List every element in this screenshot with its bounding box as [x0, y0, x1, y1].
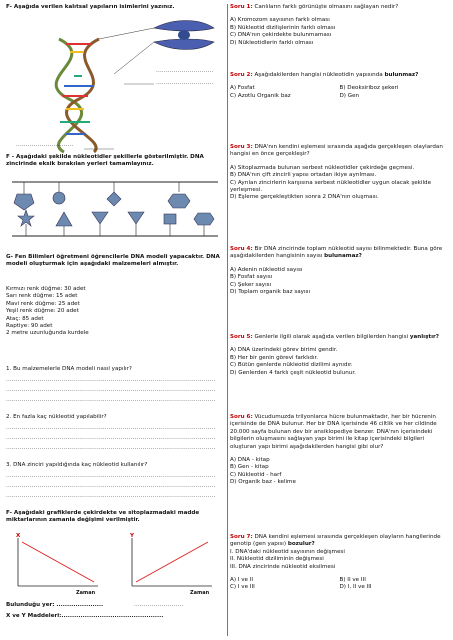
- material-item: Yeşil renk düğme: 20 adet: [6, 308, 79, 315]
- chart-x: [8, 530, 108, 598]
- question-stem: Bir DNA zincirinde toplam nükleotid sayısı bilinmektedir. Buna göre aşağıdakilerden hangisinin sayısı: [230, 246, 443, 260]
- material-item: Sarı renk düğme: 15 adet: [6, 293, 78, 300]
- statement-item: I. DNA'daki nükleotid sayısının değişmesi: [230, 548, 345, 555]
- answer-options: [230, 577, 449, 592]
- answer-line[interactable]: ..........................................................................................................: [6, 435, 216, 441]
- answer-option[interactable]: D) Gen: [339, 92, 360, 99]
- answer-option[interactable]: C) Ayrılan zincirlerin karşısına serbest nükleotidler uygun olacak şekilde yerleşmesi.: [230, 179, 432, 193]
- question-2: 2. En fazla kaç nükleotid yapılabilir?: [6, 414, 107, 420]
- answer-option[interactable]: D) Organik baz - kelime: [230, 479, 296, 485]
- triangle-down-icon: [128, 212, 144, 224]
- triangle-up-icon: [56, 212, 72, 226]
- column-divider: [227, 4, 228, 636]
- answer-option[interactable]: D) Nükleotidlerin farklı olması: [230, 39, 314, 46]
- material-item: Kırmızı renk düğme: 30 adet: [6, 286, 86, 292]
- answer-option[interactable]: D) Genlerden 4 farklı çeşit nükleotid bulunur.: [230, 369, 356, 376]
- answer-line[interactable]: ..........................................................................................................: [6, 425, 216, 431]
- answer-option[interactable]: A) Fosfat: [230, 85, 255, 92]
- answer-options: [230, 347, 449, 377]
- answer-option[interactable]: D) Toplam organik baz sayısı: [230, 288, 311, 295]
- answer-option[interactable]: C) Şeker sayısı: [230, 281, 272, 288]
- question-block: [230, 4, 449, 47]
- question-1: 1. Bu malzemelerle DNA modeli nasıl yapılır?: [6, 366, 132, 372]
- answer-options: [230, 17, 449, 47]
- answer-line[interactable]: ..........................................................................................................: [6, 445, 216, 451]
- found-blank[interactable]: .........................: [134, 602, 184, 608]
- question-emphasis: bulunmaz?: [384, 72, 419, 78]
- answer-options: [230, 165, 449, 202]
- question-text: [230, 334, 449, 341]
- material-item: Raptiye: 90 adet: [6, 322, 53, 329]
- answer-options: [230, 85, 449, 100]
- x-axis-label: Zaman: [76, 590, 96, 596]
- diamond-icon: [107, 192, 121, 206]
- square-icon: [164, 214, 176, 224]
- question-text: [230, 72, 449, 79]
- answer-options: [230, 457, 449, 487]
- question-text: [230, 4, 449, 11]
- question-text: [230, 246, 449, 261]
- question-block: [230, 414, 449, 486]
- chromosome-icon: [154, 21, 214, 50]
- blank-chromosome[interactable]: .............................: [156, 68, 214, 74]
- answer-option[interactable]: C) I ve III: [230, 584, 255, 591]
- answer-option[interactable]: B) Gen - kitap: [230, 464, 269, 471]
- answer-option[interactable]: A) DNA - kitap: [230, 456, 270, 463]
- answer-option[interactable]: B) II ve III: [339, 576, 366, 583]
- answer-option[interactable]: C) Nükleotid - harf: [230, 471, 282, 478]
- hexagon-icon: [168, 194, 190, 208]
- answer-option[interactable]: A) I ve II: [230, 576, 254, 583]
- question-emphasis: bulunamaz?: [324, 253, 362, 260]
- answer-option[interactable]: B) Her bir genin görevi farklıdır.: [230, 354, 319, 361]
- right-column: [230, 4, 449, 636]
- triangle-down-icon: [92, 212, 108, 224]
- question-stem: Canlıların farklı görünüşte olmasını sağlayan nedir?: [254, 4, 399, 10]
- y-axis-label: Y: [130, 533, 134, 539]
- answer-line[interactable]: ..........................................................................................................: [6, 493, 216, 499]
- answer-option[interactable]: B) Deoksiriboz şekeri: [339, 85, 399, 92]
- question-stem: DNA'nın kendini eşlemesi sırasında aşağıda gerçekleşen olaylardan hangisi en önce gerçekleşir?: [230, 144, 443, 158]
- section-1-title: F- Aşağıda verilen kalıtsal yapıların isimlerini yazınız.: [6, 4, 175, 10]
- answer-option[interactable]: D) I, II ve III: [339, 584, 372, 591]
- material-item: Ataç: 85 adet: [6, 315, 44, 322]
- materials-list: [6, 286, 89, 338]
- answer-option[interactable]: A) Sitoplazmada bulunan serbest nükleotidler çekirdeğe geçmesi.: [230, 164, 415, 171]
- y-axis-label: X: [16, 533, 21, 539]
- answer-option[interactable]: A) Adenin nükleotid sayısı: [230, 266, 303, 273]
- left-column: [4, 4, 226, 636]
- answer-line[interactable]: ..........................................................................................................: [6, 473, 216, 479]
- question-block: [230, 144, 449, 202]
- material-item: 2 metre uzunluğunda kurdele: [6, 330, 89, 337]
- chart-y: [122, 530, 222, 598]
- statement-item: III. DNA zincirinde nükleotid eksilmesi: [230, 563, 336, 570]
- question-block: [230, 72, 449, 100]
- section-2-title: F - Aşağıdaki şekilde nükleotidler şekillerle gösterilmiştir. DNA zincirinde eksik bırakılan yerleri tamamlayınız.: [6, 154, 204, 168]
- question-number: Soru 2:: [230, 72, 253, 78]
- question-number: Soru 5:: [230, 334, 253, 340]
- found-location-label: [6, 602, 103, 609]
- question-text: [230, 144, 449, 159]
- answer-option[interactable]: B) Fosfat sayısı: [230, 274, 273, 281]
- answer-option[interactable]: B) DNA'nın çift zincirli yapısı ortadan ikiye ayrılması.: [230, 172, 377, 179]
- answer-line[interactable]: ..........................................................................................................: [6, 397, 216, 403]
- question-number: Soru 6:: [230, 414, 253, 420]
- section-3-title: G- Fen Bilimleri öğretmeni öğrencilerle DNA modeli yapacaktır. DNA modeli oluşturmak için aşağıdaki malzemeleri almıştır.: [6, 254, 220, 268]
- answer-line[interactable]: ..........................................................................................................: [6, 387, 216, 393]
- found-label: Bulunduğu yer: ......................: [6, 602, 104, 608]
- series-line: [136, 542, 208, 582]
- question-number: Soru 3:: [230, 144, 253, 150]
- answer-option[interactable]: B) Nükleotid dizilişlerinin farklı olması: [230, 24, 336, 31]
- series-line: [22, 542, 94, 582]
- answer-option[interactable]: C) Azotlu Organik baz: [230, 92, 291, 99]
- answer-option[interactable]: A) DNA üzerindeki görev birimi gendir.: [230, 347, 338, 354]
- nucleotide-shapes: [4, 176, 226, 242]
- question-block: [230, 246, 449, 296]
- circle-icon: [53, 192, 65, 204]
- question-stem: Genlerle ilgili olarak aşağıda verilen bilgilerden hangisi: [254, 334, 409, 340]
- question-text: [230, 414, 449, 451]
- blank-nucleotide[interactable]: .............................: [16, 142, 74, 148]
- question-number: Soru 4:: [230, 246, 253, 252]
- answer-option[interactable]: C) Bütün genlerde nükleotid dizilimi aynıdır.: [230, 362, 353, 369]
- answer-line[interactable]: ..........................................................................................................: [6, 377, 216, 383]
- question-block: [230, 534, 449, 592]
- question-block: [230, 334, 449, 377]
- x-axis-label: Zaman: [190, 590, 210, 596]
- answer-option[interactable]: A) Kromozom sayısının farklı olması: [230, 17, 330, 24]
- star-icon: [18, 210, 34, 226]
- question-number: Soru 1:: [230, 4, 253, 10]
- material-item: Mavi renk düğme: 25 adet: [6, 300, 80, 307]
- answer-line[interactable]: ..........................................................................................................: [6, 483, 216, 489]
- statement-item: II. Nükleotid diziliminin değişmesi: [230, 556, 324, 563]
- question-emphasis: yanlıştır?: [409, 334, 440, 340]
- question-emphasis: bozulur?: [287, 541, 315, 548]
- answer-option[interactable]: D) Eşleme gerçekleştikten sonra 2 DNA'nın oluşması.: [230, 194, 379, 201]
- answer-option[interactable]: C) DNA'nın çekirdekte bulunmaması: [230, 32, 332, 39]
- question-number: Soru 7:: [230, 534, 253, 540]
- question-stem: Aşağıdakilerden hangisi nükleotidin yapısında: [254, 72, 383, 78]
- question-stem: DNA kendini eşlemesi sırasında gerçekleşen olayların hangilerinde genotip (gen yapısı): [230, 534, 441, 548]
- question-stem: Vücudumuzda trilyonlarca hücre bulunmaktadır, her bir hücrenin içerisinde de DNA bulunur. Her bir DNA içerisinde 46 ciltlik ve her cildinde 20.000 sayfa bulunan dev bir ansiklopediye benzer. DNA'nın içerisindeki bilgilerin oluşmasını sağlayan yapı birimi ile kitap içerisindeki bilgileri oluşturan yapı birimi aşağıdakilerden hangisi gibi olur?: [230, 414, 437, 450]
- hexagon-icon: [194, 213, 214, 225]
- answer-options: [230, 267, 449, 297]
- dna-helix-icon: [56, 39, 99, 152]
- section-4-title: F- Aşağıdaki grafiklerde çekirdekte ve sitoplazmadaki madde miktarlarının zamanla değişimi verilmiştir.: [6, 510, 200, 524]
- pentagon-icon: [14, 194, 34, 210]
- blank-gene[interactable]: .............................: [156, 80, 214, 86]
- question-text: [230, 534, 449, 549]
- question-3: 3. DNA zinciri yapıldığında kaç nükleotid kullanılır?: [6, 462, 148, 468]
- xy-substances-label: X ve Y Maddeleri:................................................: [6, 613, 164, 619]
